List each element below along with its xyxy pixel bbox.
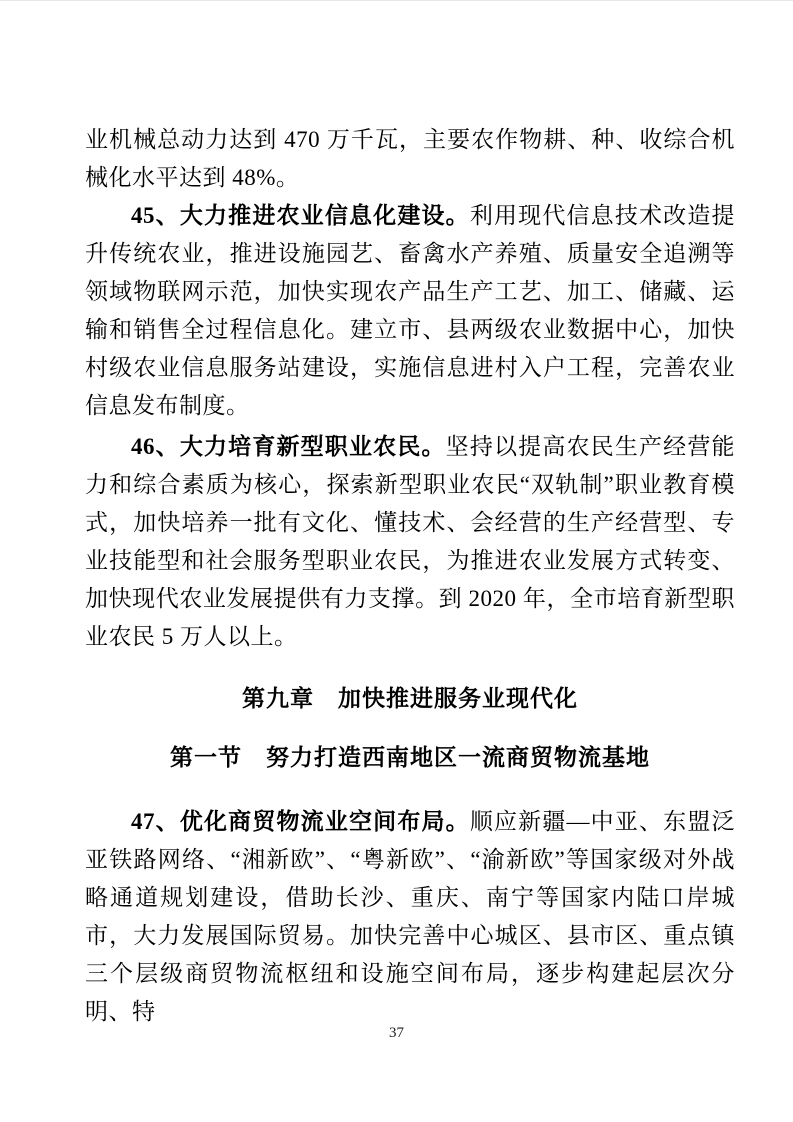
page-number: 37 [389, 1025, 404, 1041]
paragraph-46 [85, 428, 735, 656]
paragraph-47-lead: 47、优化商贸物流业空间布局。 [131, 809, 470, 834]
document-content [85, 121, 735, 1031]
paragraph-45-text: 利用现代信息技术改造提升传统农业，推进设施园艺、畜禽水产养殖、质量安全追溯等领域物联网示范，加快实现农产品生产工艺、加工、储藏、运输和销售全过程信息化。建立市、县两级农业数据中心，加快村级农业信息服务站建设，实施信息进村入户工程，完善农业信息发布制度。 [85, 203, 736, 418]
paragraph-47 [85, 803, 735, 1031]
paragraph-46-lead: 46、大力培育新型职业农民。 [131, 434, 446, 459]
section-heading: 第一节 努力打造西南地区一流商贸物流基地 [170, 745, 650, 770]
paragraph-45 [85, 197, 735, 425]
paragraph-44-continuation-text: 业机械总动力达到 470 万千瓦，主要农作物耕、种、收综合机械化水平达到 48%。 [85, 127, 735, 190]
paragraph-45-lead: 45、大力推进农业信息化建设。 [131, 203, 470, 228]
paragraph-46-text: 坚持以提高农民生产经营能力和综合素质为核心，探索新型职业农民“双轨制”职业教育模式，加快培养一批有文化、懂技术、会经营的生产经营型、专业技能型和社会服务型职业农民，为推进农业发展方式转变、加快现代农业发展提供有力支撑。到 2020 年，全市培育新型职业农民 5 万人以上。 [85, 434, 736, 649]
paragraph-44-continuation [85, 121, 735, 197]
paragraph-47-text: 顺应新疆—中亚、东盟泛亚铁路网络、“湘新欧”、“粤新欧”、“渝新欧”等国家级对外战略通道规划建设，借助长沙、重庆、南宁等国家内陆口岸城市，大力发展国际贸易。加快完善中心城区、县市区、重点镇三个层级商贸物流枢纽和设施空间布局，逐步构建起层次分明、特 [85, 809, 736, 1024]
chapter-heading: 第九章 加快推进服务业现代化 [242, 685, 578, 711]
